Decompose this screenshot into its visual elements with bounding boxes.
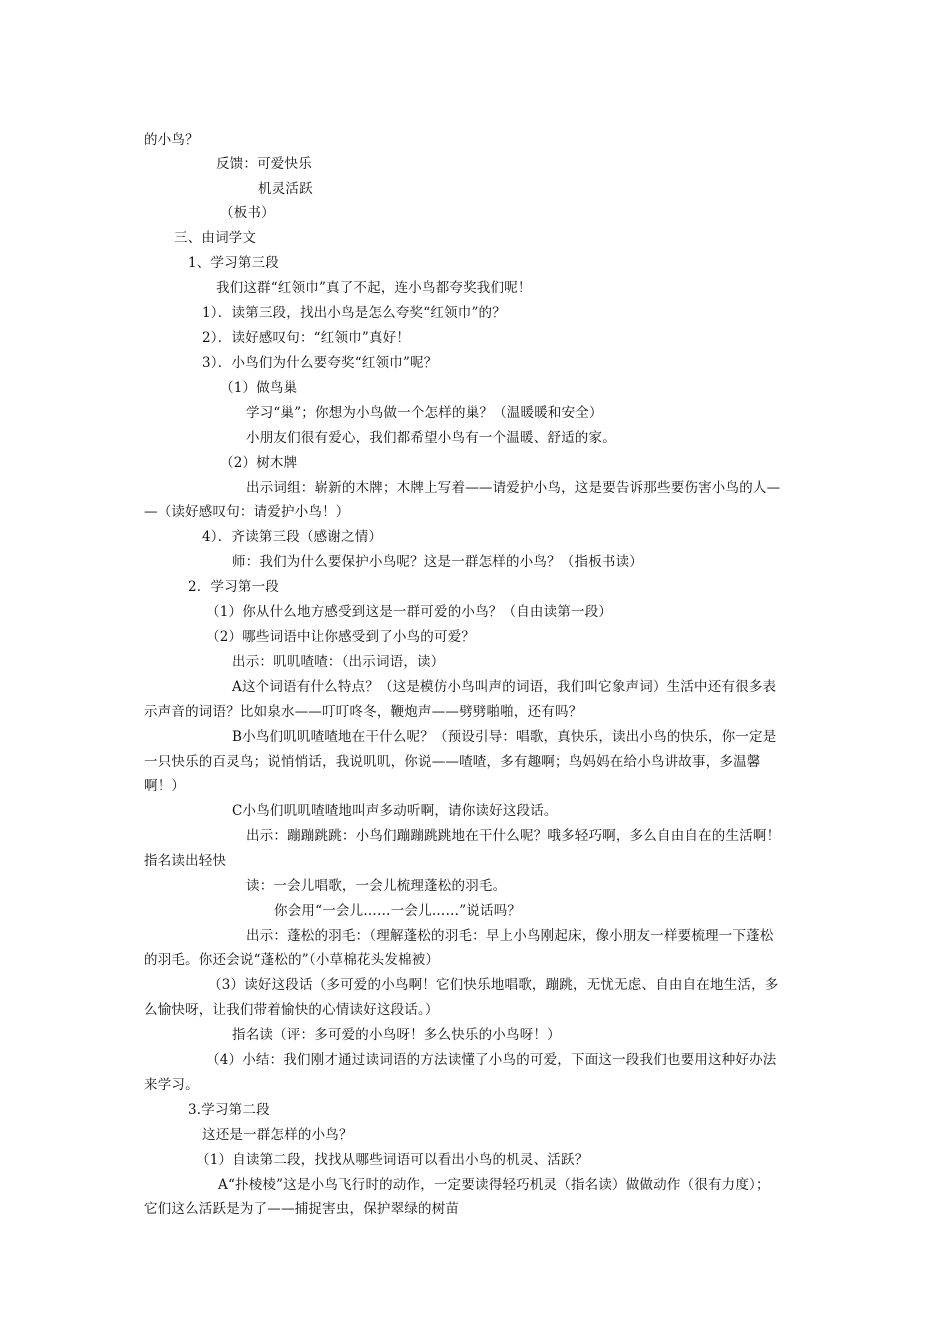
text-line: （1）你从什么地方感受到这是一群可爱的小鸟？（自由读第一段）	[206, 604, 613, 620]
text-line: 反馈：可爱快乐	[216, 156, 312, 172]
text-line: （4）小结：我们刚才通过读词语的方法读懂了小鸟的可爱，下面这一段我们也要用这种好办法	[206, 1052, 777, 1068]
text-line: B小鸟们叽叽喳喳地在干什么呢？（预设引导：唱歌，真快乐，读出小鸟的快乐，你一定是	[232, 729, 777, 745]
text-line: 么愉快呀，让我们带着愉快的心情读好这段话。）	[144, 1002, 439, 1018]
text-line: 师：我们为什么要保护小鸟呢？这是一群怎样的小鸟？（指板书读）	[232, 554, 643, 570]
text-line: 这还是一群怎样的小鸟？	[202, 1127, 353, 1143]
text-line: 出示词组：崭新的木牌；木牌上写着——请爱护小鸟，这是要告诉那些要伤害小鸟的人—	[246, 480, 781, 496]
text-line: 1）．读第三段，找出小鸟是怎么夸奖“红领巾”的？	[202, 305, 506, 321]
text-line: A这个词语有什么特点？（这是模仿小鸟叫声的词语，我们叫它象声词）生活中还有很多表	[232, 679, 777, 695]
text-line: 啊！）	[144, 778, 186, 794]
text-line: 4）．齐读第三段（感谢之情）	[202, 529, 383, 545]
text-line: 示声音的词语？比如泉水——叮叮咚冬，鞭炮声——劈劈啪啪，还有吗？	[144, 704, 583, 720]
text-line: 来学习。	[144, 1077, 199, 1093]
text-line: 指名读出轻快	[144, 853, 227, 869]
text-line: 它们这么活跃是为了——捕捉害虫，保护翠绿的树苗	[144, 1201, 460, 1217]
subsection-heading: 2．学习第一段	[188, 579, 279, 595]
text-line: 读：一会儿唱歌，一会儿梳理蓬松的羽毛。	[246, 878, 507, 894]
subsection-heading: 1、学习第三段	[188, 255, 279, 271]
text-line: 学习“巢”；你想为小鸟做一个怎样的巢？（温暖暖和安全）	[246, 405, 603, 421]
text-line: 出示：叽叽喳喳：（出示词语，读）	[232, 654, 445, 670]
text-line: —（读好感叹句：请爱护小鸟！）	[144, 504, 350, 520]
subsection-heading: 3.学习第二段	[188, 1102, 270, 1118]
text-line: （3）读好这段话（多可爱的小鸟啊！它们快乐地唱歌，蹦跳，无忧无虑、自由自在地生活，多	[208, 977, 779, 993]
text-line: 2）．读好感叹句：“红领巾”真好！	[202, 330, 411, 346]
text-line: 出示：蹦蹦跳跳：小鸟们蹦蹦跳跳地在干什么呢？哦多轻巧啊，多么自由自在的生活啊！	[246, 828, 781, 844]
text-line: 一只快乐的百灵鸟；说悄悄话，我说叽叽，你说——喳喳，多有趣啊；鸟妈妈在给小鸟讲故事，多温馨	[144, 754, 761, 770]
text-line: 出示：蓬松的羽毛：（理解蓬松的羽毛：早上小鸟刚起床，像小朋友一样要梳理一下蓬松	[246, 928, 774, 944]
text-line: 的小鸟？	[144, 132, 199, 148]
text-line: （板书）	[220, 205, 275, 221]
text-line: 3）．小鸟们为什么要夸奖“红领巾”呢？	[202, 355, 438, 371]
text-line: A“扑棱棱”这是小鸟飞行时的动作，一定要读得轻巧机灵（指名读）做做动作（很有力度）；	[218, 1177, 770, 1193]
text-line: 你会用“一会儿……一会儿……”说话吗？	[274, 903, 522, 919]
text-line: （2）哪些词语中让你感受到了小鸟的可爱？	[206, 629, 476, 645]
text-line: （1）做鸟巢	[220, 380, 298, 396]
text-line: 我们这群“红领巾”真了不起，连小鸟都夸奖我们呢！	[216, 280, 532, 296]
text-line: 小朋友们很有爱心，我们都希望小鸟有一个温暖、舒适的家。	[246, 430, 616, 446]
text-line: 指名读（评：多可爱的小鸟呀！多么快乐的小鸟呀！）	[232, 1027, 561, 1043]
text-line: 机灵活跃	[258, 181, 313, 197]
text-line: （1）自读第二段，找找从哪些词语可以看出小鸟的机灵、活跃？	[196, 1152, 589, 1168]
text-line: C小鸟们叽叽喳喳地叫声多动听啊，请你读好这段话。	[232, 803, 558, 819]
section-heading: 三、由词学文	[174, 230, 257, 246]
text-line: （2）树木牌	[220, 455, 298, 471]
text-line: 的羽毛。你还会说“蓬松的”（小草棉花头发棉被）	[144, 952, 440, 968]
